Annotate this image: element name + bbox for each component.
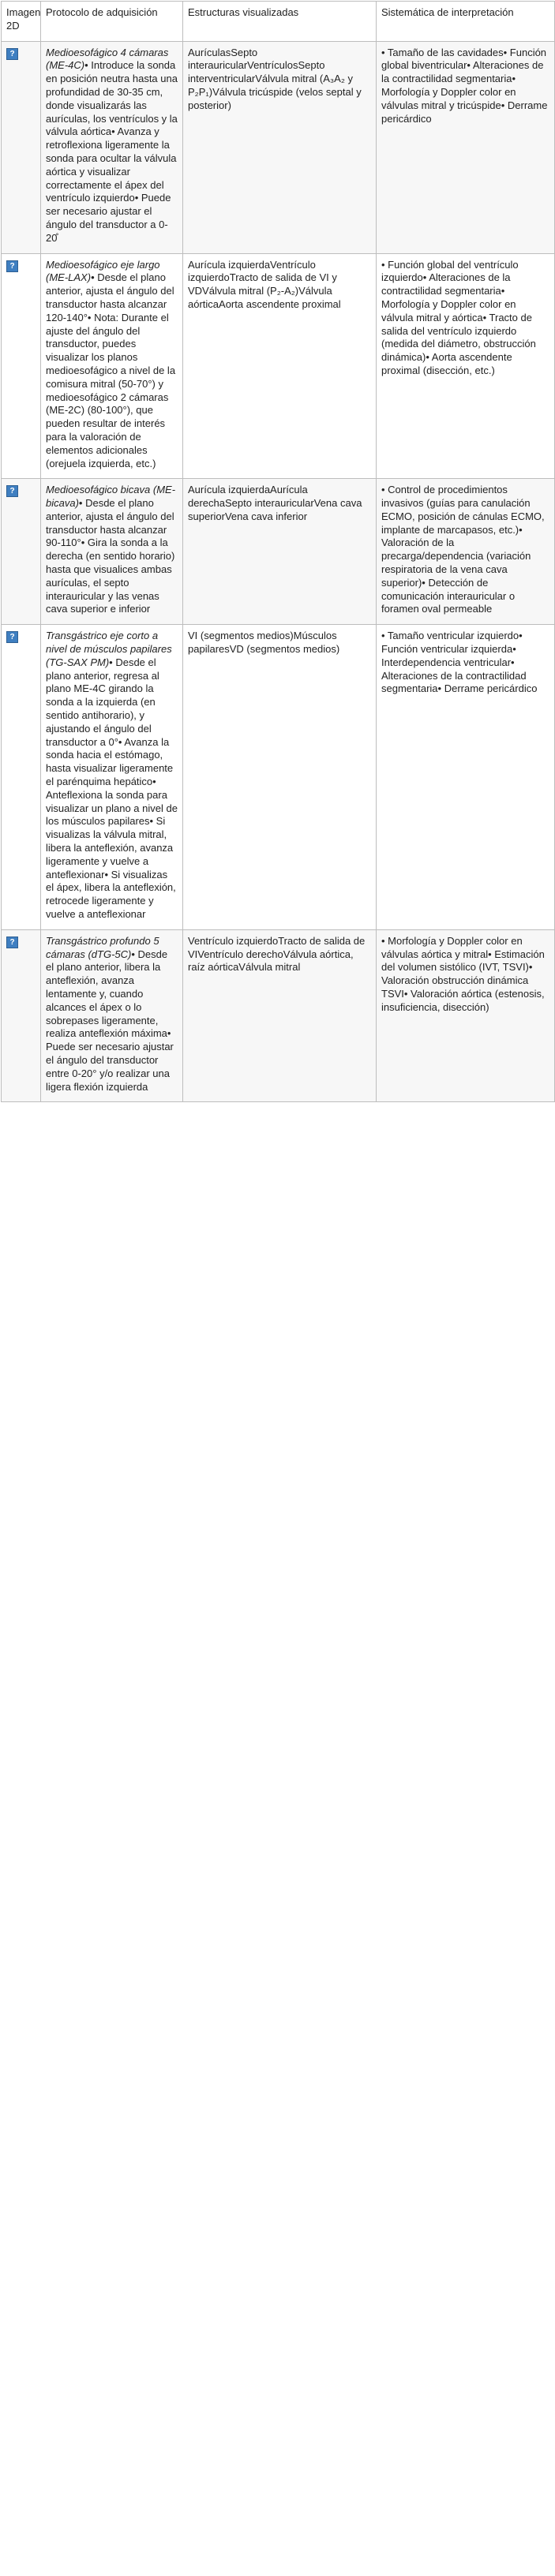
table-row [2, 479, 555, 625]
protocol-text: • Desde el plano anterior, libera la anteflexión, avanza lentamente y, cuando alcances el ápex o lo sobrepases ligeramente, realiza anteflexión máxima• Puede ser necesario ajustar el ángulo del transductor entre 0-20° y/o realizar una ligera flexión izquierda [46, 948, 174, 1093]
interpretation-cell: • Control de procedimientos invasivos (guías para canulación ECMO, posición de cánulas ECMO, implante de marcapasos, etc.)• Valoración de la precarga/dependencia (variación respiratoria de la vena cava superior)• Detección de comunicación interauricular o foramen oval permeable [377, 479, 555, 625]
image-cell [2, 929, 41, 1102]
table-row [2, 253, 555, 479]
structures-cell: Aurícula izquierdaVentrículo izquierdoTracto de salida de VI y VDVálvula mitral (P₂-A₂)Válvula aórticaAorta ascendente proximal [183, 253, 377, 479]
protocol-text: • Desde el plano anterior, ajusta el ángulo del transductor hasta alcanzar 90-110°• Gira la sonda a la derecha (en sentido horario) hasta que visualices ambas aurículas, el septo interauricular y las venas cava superior e inferior [46, 497, 175, 615]
protocol-cell [41, 479, 183, 625]
image-placeholder-icon[interactable]: ? [6, 485, 18, 497]
protocol-cell [41, 625, 183, 930]
image-placeholder-icon[interactable]: ? [6, 48, 18, 60]
view-name: Transgástrico eje corto a nivel de músculos papilares (TG-SAX PM) [46, 630, 172, 668]
view-name: Medioesofágico 4 cámaras (ME-4C) [46, 46, 169, 72]
interpretation-cell: • Tamaño de las cavidades• Función global biventricular• Alteraciones de la contractilidad segmentaria• Morfología y Doppler color en válvulas mitral y tricúspide• Derrame pericárdico [377, 41, 555, 253]
view-name: Transgástrico profundo 5 cámaras (dTG-5C) [46, 934, 159, 960]
view-name: Medioesofágico bicava (ME-bicava) [46, 484, 176, 510]
protocol-text: • Introduce la sonda en posición neutra hasta una profundidad de 30-35 cm, donde visualizarás las aurículas, los ventrículos y la válvula aórtica• Avanza y retroflexiona ligeramente la sonda para ocultar la válvula aórtica y visualizar correctamente el ápex del ventrículo izquierdo• Puede ser necesario ajustar el ángulo del transductor a 0-20̊ [46, 59, 178, 244]
protocol-text: • Desde el plano anterior, ajusta el ángulo del transductor hasta alcanzar 120-140°• Nota: Durante el ajuste del ángulo del transductor, puedes visualizar los planos medioesofágico a nivel de la comisura mitral (50-70°) y medioesofágico 2 cámaras (ME-2C) (80-100°), que pueden resultar de interés para la valoración de elementos adicionales (orejuela izquierda, etc.) [46, 271, 176, 469]
table-row [2, 625, 555, 930]
header-structures: Estructuras visualizadas [183, 2, 377, 42]
interpretation-cell: • Función global del ventrículo izquierdo• Alteraciones de la contractilidad segmentaria• Morfología y Doppler color en válvula mitral y aórtica• Tracto de salida del ventrículo izquierdo (medida del diámetro, obstrucción dinámica)• Aorta ascendente proximal (disección, etc.) [377, 253, 555, 479]
interpretation-cell: • Tamaño ventricular izquierdo• Función ventricular izquierda• Interdependencia ventricular• Alteraciones de la contractilidad segmentaria• Derrame pericárdico [377, 625, 555, 930]
interpretation-cell: • Morfología y Doppler color en válvulas aórtica y mitral• Estimación del volumen sistólico (IVT, TSVI)• Valoración obstrucción dinámica TSVI• Valoración aórtica (estenosis, insuficiencia, disección) [377, 929, 555, 1102]
image-placeholder-icon[interactable]: ? [6, 260, 18, 272]
structures-cell: Ventrículo izquierdoTracto de salida de VIVentrículo derechoVálvula aórtica, raíz aórticaVálvula mitral [183, 929, 377, 1102]
acquisition-table [1, 1, 555, 1102]
image-cell [2, 253, 41, 479]
table-row [2, 929, 555, 1102]
structures-cell: AurículasSepto interauricularVentrículosSepto interventricularVálvula mitral (A₃A₂ y P₂P₁)Válvula tricúspide (velos septal y posterior) [183, 41, 377, 253]
protocol-cell [41, 253, 183, 479]
table-header-row [2, 2, 555, 42]
header-protocol: Protocolo de adquisición [41, 2, 183, 42]
image-cell [2, 479, 41, 625]
protocol-cell [41, 41, 183, 253]
image-cell [2, 625, 41, 930]
structures-cell: Aurícula izquierdaAurícula derechaSepto interauricularVena cava superiorVena cava inferior [183, 479, 377, 625]
header-image-2d: Imagen 2D [2, 2, 41, 42]
view-name: Medioesofágico eje largo (ME-LAX) [46, 258, 160, 284]
image-placeholder-icon[interactable]: ? [6, 937, 18, 948]
structures-cell: VI (segmentos medios)Músculos papilaresVD (segmentos medios) [183, 625, 377, 930]
header-interpretation: Sistemática de interpretación [377, 2, 555, 42]
image-placeholder-icon[interactable]: ? [6, 631, 18, 643]
protocol-cell [41, 929, 183, 1102]
protocol-text: • Desde el plano anterior, regresa al plano ME-4C girando la sonda a la izquierda (en sentido antihorario), y ajustando el ángulo del transductor a 0°• Avanza la sonda hacia el estómago, hasta visualizar ligeramente el parénquima hepático• Anteflexiona la sonda para visualizar un plano a nivel de los músculos papilares• Si visualizas la válvula mitral, libera la anteflexión, avanza ligeramente y vuelve a anteflexionar• Si visualizas el ápex, libera la anteflexión, retrocede ligeramente y vuelve a anteflexionar [46, 656, 178, 920]
image-cell [2, 41, 41, 253]
table-row [2, 41, 555, 253]
